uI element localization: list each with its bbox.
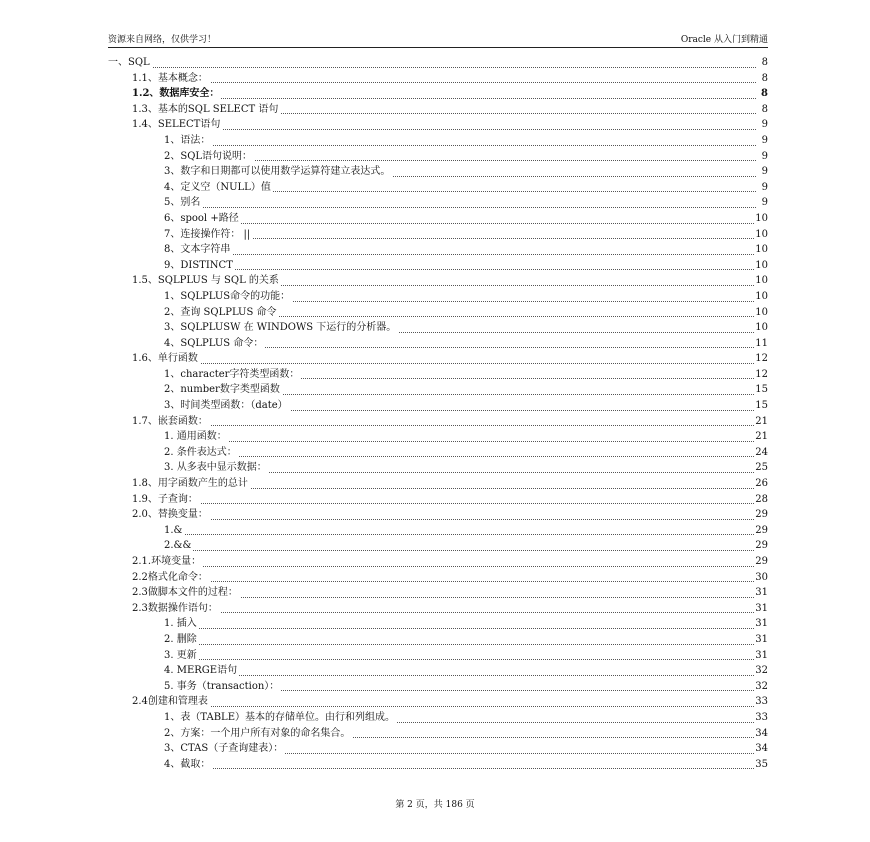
toc-entry-page: 10 <box>754 320 768 336</box>
toc-entry-page: 34 <box>754 741 768 757</box>
toc-entry-title: 3、CTAS（子查询建表）： <box>164 741 285 757</box>
toc-entry-page: 33 <box>754 694 768 710</box>
toc-dot-leader <box>164 238 756 239</box>
toc-entry-title: 1. 通用函数： <box>164 429 229 445</box>
toc-dot-leader <box>132 706 756 707</box>
toc-entry-title: 3. 更新 <box>164 648 199 664</box>
toc-dot-leader <box>164 223 756 224</box>
toc-dot-leader <box>164 207 756 208</box>
toc-entry-page: 10 <box>754 273 768 289</box>
toc-entry-title: 2.2格式化命令： <box>132 570 210 586</box>
toc-entry-title: 2.1.环境变量： <box>132 554 203 570</box>
toc-entry-page: 34 <box>754 726 768 742</box>
toc-entry[interactable] <box>108 398 768 414</box>
toc-entry-title: 4. MERGE语句 <box>164 663 239 679</box>
toc-entry[interactable] <box>108 648 768 664</box>
toc-entry-title: 1.9、子查询： <box>132 492 200 508</box>
toc-entry-title: 2. 删除 <box>164 632 199 648</box>
toc-entry-title: 1、语法： <box>164 133 212 149</box>
toc-entry-page: 29 <box>754 507 768 523</box>
toc-dot-leader <box>164 628 756 629</box>
toc-entry[interactable] <box>108 320 768 336</box>
toc-entry-title: 2.3做脚本文件的过程： <box>132 585 240 601</box>
toc-entry[interactable] <box>108 117 768 133</box>
toc-entry[interactable] <box>108 258 768 274</box>
toc-entry-title: 2.3数据操作语句： <box>132 601 220 617</box>
toc-entry-title: 2、number数字类型函数 <box>164 382 282 398</box>
toc-dot-leader <box>164 675 756 676</box>
toc-entry-title: 1.7、嵌套函数： <box>132 414 210 430</box>
toc-entry-title: 1.4、SELECT语句 <box>132 117 222 133</box>
toc-entry[interactable] <box>108 336 768 352</box>
toc-entry-title: 1.6、单行函数 <box>132 351 200 367</box>
toc-dot-leader <box>108 67 756 68</box>
toc-entry[interactable] <box>108 710 768 726</box>
toc-entry-page: 12 <box>754 367 768 383</box>
toc-entry-page: 31 <box>754 648 768 664</box>
toc-entry[interactable] <box>108 460 768 476</box>
toc-entry-page: 9 <box>761 180 768 196</box>
toc-entry-page: 29 <box>754 554 768 570</box>
toc-entry[interactable] <box>108 414 768 430</box>
toc-dot-leader <box>164 269 756 270</box>
toc-entry-page: 26 <box>754 476 768 492</box>
toc-entry[interactable] <box>108 195 768 211</box>
toc-entry-page: 11 <box>754 336 768 352</box>
toc-entry[interactable] <box>108 523 768 539</box>
toc-entry[interactable] <box>108 570 768 586</box>
toc-entry-page: 8 <box>761 102 768 118</box>
toc-entry-title: 1.5、SQLPLUS 与 SQL 的关系 <box>132 273 281 289</box>
toc-entry[interactable] <box>108 351 768 367</box>
toc-dot-leader <box>164 534 756 535</box>
toc-entry-page: 9 <box>761 149 768 165</box>
toc-dot-leader <box>164 768 756 769</box>
toc-entry[interactable] <box>108 679 768 695</box>
toc-entry[interactable] <box>108 164 768 180</box>
toc-entry[interactable] <box>108 227 768 243</box>
toc-entry-page: 15 <box>754 398 768 414</box>
toc-dot-leader <box>132 519 756 520</box>
toc-entry[interactable] <box>108 86 768 102</box>
toc-entry-title: 8、文本字符串 <box>164 242 232 258</box>
toc-dot-leader <box>164 441 756 442</box>
toc-entry-page: 8 <box>760 86 768 102</box>
toc-entry-page: 31 <box>754 616 768 632</box>
toc-entry-title: 1、SQLPLUS命令的功能： <box>164 289 292 305</box>
toc-entry[interactable] <box>108 476 768 492</box>
toc-entry[interactable] <box>108 242 768 258</box>
toc-dot-leader <box>132 363 756 364</box>
toc-entry[interactable] <box>108 133 768 149</box>
toc-entry-page: 9 <box>761 164 768 180</box>
toc-dot-leader <box>132 82 756 83</box>
toc-entry-page: 9 <box>761 117 768 133</box>
toc-entry-title: 1. 插入 <box>164 616 199 632</box>
toc-entry[interactable] <box>108 71 768 87</box>
toc-dot-leader <box>132 129 756 130</box>
toc-entry-title: 7、连接操作符： || <box>164 227 252 243</box>
toc-entry-title: 1、表（TABLE）基本的存储单位。由行和列组成。 <box>164 710 397 726</box>
toc-entry-title: 6、spool +路径 <box>164 211 241 227</box>
toc-entry[interactable] <box>108 632 768 648</box>
toc-entry-page: 10 <box>754 305 768 321</box>
toc-entry[interactable] <box>108 538 768 554</box>
toc-entry-page: 33 <box>754 710 768 726</box>
toc-dot-leader <box>164 254 756 255</box>
toc-entry-title: 4、SQLPLUS 命令： <box>164 336 265 352</box>
header-document-title: Oracle 从入门到精通 <box>680 35 768 45</box>
toc-entry-page: 21 <box>754 414 768 430</box>
toc-entry-page: 10 <box>754 258 768 274</box>
toc-entry-title: 4、截取： <box>164 757 212 773</box>
toc-entry-page: 25 <box>754 460 768 476</box>
toc-entry-page: 8 <box>761 71 768 87</box>
toc-entry[interactable] <box>108 211 768 227</box>
toc-dot-leader <box>164 550 756 551</box>
toc-entry-page: 29 <box>754 523 768 539</box>
toc-entry-page: 12 <box>754 351 768 367</box>
toc-entry-title: 3、SQLPLUSW 在 WINDOWS 下运行的分析器。 <box>164 320 398 336</box>
toc-entry-title: 一、SQL <box>108 55 152 71</box>
toc-entry[interactable] <box>108 492 768 508</box>
toc-entry-title: 5. 事务（transaction）： <box>164 679 281 695</box>
toc-entry-title: 2、查询 SQLPLUS 命令 <box>164 305 279 321</box>
toc-entry-title: 3、数字和日期都可以使用数学运算符建立表达式。 <box>164 164 392 180</box>
toc-entry[interactable] <box>108 601 768 617</box>
toc-entry-page: 10 <box>754 227 768 243</box>
toc-entry-page: 9 <box>761 195 768 211</box>
page-header <box>108 31 768 48</box>
toc-entry[interactable] <box>108 102 768 118</box>
toc-entry[interactable] <box>108 289 768 305</box>
page-number: 第 2 页，共 186 页 <box>395 800 475 810</box>
toc-entry-page: 28 <box>754 492 768 508</box>
toc-entry-page: 21 <box>754 429 768 445</box>
toc-entry[interactable] <box>108 149 768 165</box>
toc-entry-title: 3. 从多表中显示数据： <box>164 460 269 476</box>
toc-entry-title: 2.&& <box>164 538 193 554</box>
toc-dot-leader <box>164 644 756 645</box>
toc-dot-leader <box>132 566 756 567</box>
toc-dot-leader <box>132 98 756 99</box>
toc-entry-page: 31 <box>754 632 768 648</box>
toc-entry[interactable] <box>108 663 768 679</box>
toc-entry[interactable] <box>108 445 768 461</box>
toc-entry[interactable] <box>108 55 768 71</box>
toc-dot-leader <box>132 503 756 504</box>
header-source-note: 资源来自网络，仅供学习！ <box>108 35 217 45</box>
toc-entry-title: 1.& <box>164 523 184 539</box>
toc-entry-title: 1.3、基本的SQL SELECT 语句 <box>132 102 280 118</box>
toc-entry-title: 9、DISTINCT <box>164 258 235 274</box>
toc-entry-page: 10 <box>754 289 768 305</box>
toc-entry-title: 5、别名 <box>164 195 202 211</box>
toc-entry-page: 10 <box>754 211 768 227</box>
toc-entry-page: 31 <box>754 585 768 601</box>
toc-entry-title: 1.1、基本概念： <box>132 71 210 87</box>
toc-entry-title: 2.0、替换变量： <box>132 507 210 523</box>
toc-entry[interactable] <box>108 180 768 196</box>
page-footer <box>0 797 870 810</box>
toc-entry-page: 24 <box>754 445 768 461</box>
toc-dot-leader <box>164 456 756 457</box>
toc-entry[interactable] <box>108 694 768 710</box>
toc-entry-page: 31 <box>754 601 768 617</box>
toc-entry-page: 30 <box>754 570 768 586</box>
toc-dot-leader <box>164 145 756 146</box>
toc-entry[interactable] <box>108 382 768 398</box>
toc-entry-page: 9 <box>761 133 768 149</box>
toc-entry-page: 32 <box>754 679 768 695</box>
toc-entry-page: 10 <box>754 242 768 258</box>
toc-dot-leader <box>164 659 756 660</box>
toc-entry[interactable] <box>108 273 768 289</box>
toc-entry-page: 15 <box>754 382 768 398</box>
toc-entry-title: 2、SQL语句说明： <box>164 149 254 165</box>
toc-entry-title: 3、时间类型函数：（date） <box>164 398 290 414</box>
table-of-contents <box>108 55 768 772</box>
toc-entry[interactable] <box>108 726 768 742</box>
toc-entry[interactable] <box>108 554 768 570</box>
toc-entry[interactable] <box>108 757 768 773</box>
toc-entry-title: 2. 条件表达式： <box>164 445 239 461</box>
toc-entry-page: 32 <box>754 663 768 679</box>
toc-dot-leader <box>132 425 756 426</box>
toc-dot-leader <box>132 612 756 613</box>
toc-entry[interactable] <box>108 741 768 757</box>
toc-entry[interactable] <box>108 616 768 632</box>
toc-entry[interactable] <box>108 429 768 445</box>
toc-entry-title: 4、定义空（NULL）值 <box>164 180 273 196</box>
toc-entry-title: 1.8、用字函数产生的总计 <box>132 476 250 492</box>
toc-entry-page: 29 <box>754 538 768 554</box>
toc-entry[interactable] <box>108 305 768 321</box>
toc-entry[interactable] <box>108 585 768 601</box>
toc-entry-page: 35 <box>754 757 768 773</box>
toc-entry-title: 1.2、数据库安全： <box>132 86 221 102</box>
toc-entry-title: 1、character字符类型函数： <box>164 367 301 383</box>
toc-entry-title: 2、方案：一个用户所有对象的命名集合。 <box>164 726 352 742</box>
toc-entry[interactable] <box>108 507 768 523</box>
toc-entry-title: 2.4创建和管理表 <box>132 694 210 710</box>
toc-entry-page: 8 <box>761 55 768 71</box>
toc-entry[interactable] <box>108 367 768 383</box>
toc-dot-leader <box>132 581 756 582</box>
